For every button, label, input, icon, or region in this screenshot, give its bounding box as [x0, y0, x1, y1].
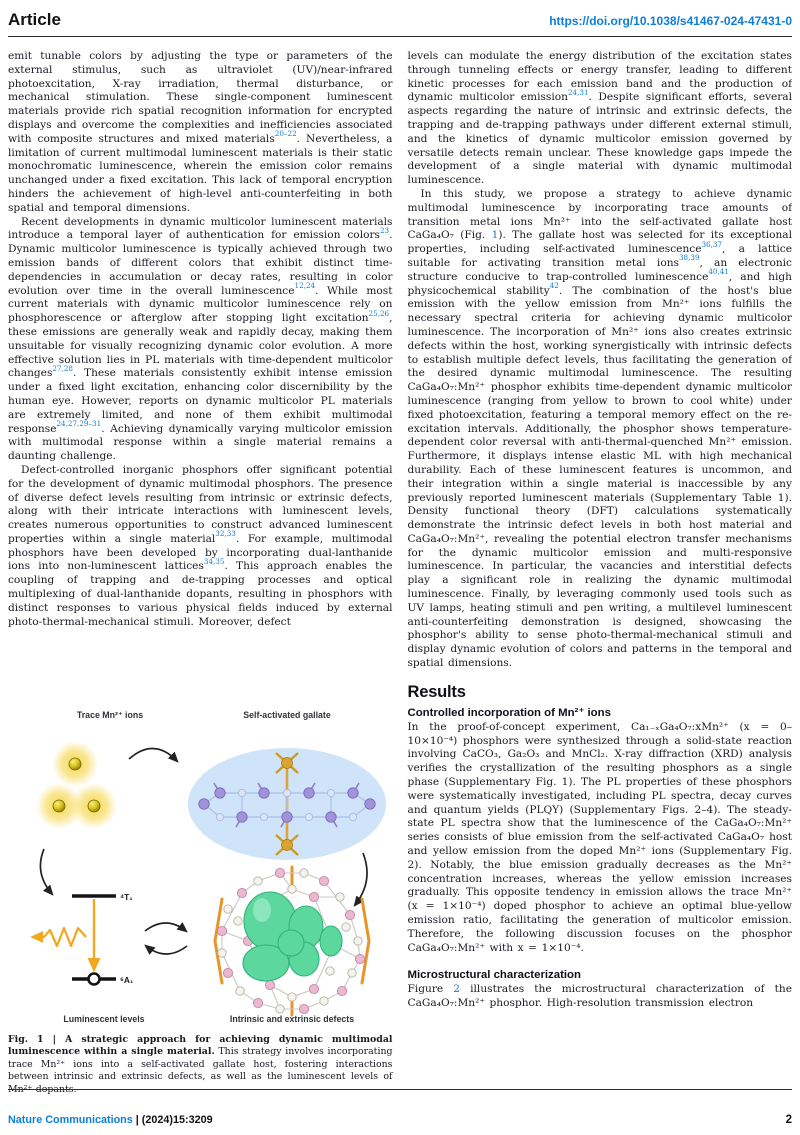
page-number: 2 — [785, 1114, 792, 1126]
footer-rule — [8, 1089, 792, 1090]
label-6a1: ⁶A₁ — [120, 974, 134, 985]
defect-structure-icon — [215, 867, 369, 1015]
paragraph-microstructural: Figure 2 illustrates the microstructural characterization of the CaGa₄O₇:Mn²⁺ phosphor. High-resolution transmission electron — [407, 983, 792, 1010]
journal-link[interactable]: Nature Communications — [8, 1114, 133, 1126]
paragraph-continuation: emit tunable colors by adjusting the type or parameters of the external stimulus, such as ultraviolet (UV)/near-infrared photoexcitation, X-ray irradiation, thermal disturbance, or mechanical stimulation. These single-component luminescent materials provide rich spatial recognition information for encrypted displays and overcome the complexities and inefficiencies associated with composite structures and mixed materials$^{20-22}$. Nevertheless, a limitation of current multimodal luminescent materials is their static monochromatic luminescence, wherein the emission color remains unchanged under a fixed excitation. This lack of temporal encryption hinders the achievement of high-level anti-counterfeiting in both spatial and temporal dimensions. — [8, 50, 393, 214]
right-column — [408, 50, 793, 1096]
reference-link[interactable]: 36,37 — [701, 239, 723, 249]
energy-level-diagram — [34, 892, 134, 985]
reference-link[interactable]: 32,33 — [215, 529, 236, 539]
exchange-arrows-icon — [145, 923, 187, 954]
article-body — [8, 50, 792, 1096]
paragraph-proof-of-concept: In the proof-of-concept experiment, Ca₁₋ₓGa₄O₇:xMn²⁺ (x = 0–10×10⁻⁴) phosphors were synthesized through a solid-state reaction involving CaCO₃, Ga₂O₃ and MnCl₂. X-ray diffraction (XRD) analysis verifies the crystallization of the resulting phosphors as a single phase (Supplementary Fig. 1). The PL properties of these phosphors were systematically investigated, including PL spectra, decay curves and quantum yields (PLQY) (Supplementary Figs. 2–4). The steady-state PL spectra show that the luminescence of the CaGa₄O₇:Mn²⁺ series consists of blue emission from the self-activated CaGa₄O₇ host and yellow emission from the doped Mn²⁺ ions (Supplementary Fig. 2). Notably, the blue emission gradually decreases as the Mn²⁺ concentration increases, whereas the yellow emission increases gradually. This opposite tendency in emission allows the trace Mn²⁺ (x = 1×10⁻⁴) doped phosphor to achieve an optimal blue-yellow emission ratio, facilitating the generation of multicolor emission. Therefore, the following discussion focuses on the phosphor CaGa₄O₇:Mn²⁺ with x = 1×10⁻⁴. — [407, 720, 792, 954]
figure-link[interactable]: 1 — [491, 229, 499, 242]
photon-wave-icon — [34, 928, 86, 946]
label-intrinsic-extrinsic-defects: Intrinsic and extrinsic defects — [230, 1013, 355, 1024]
reference-link[interactable]: 42 — [549, 281, 559, 291]
page-header — [8, 10, 792, 30]
reference-link[interactable]: 27,28 — [52, 363, 73, 373]
doi-link[interactable]: https://doi.org/10.1038/s41467-024-47431-0 — [549, 14, 792, 28]
arrow-gallate-to-defects-icon — [355, 853, 367, 905]
reference-link[interactable]: 23 — [379, 225, 390, 235]
reference-link[interactable]: 24,27,29–31 — [56, 418, 102, 428]
article-label: Article — [8, 10, 61, 29]
figure-link[interactable]: 2 — [453, 983, 461, 996]
label-trace-mn-ions: Trace Mn²⁺ ions — [77, 709, 144, 720]
results-heading: Results — [407, 682, 466, 701]
arrow-ions-to-gallate-icon — [129, 748, 177, 761]
figure-1-artwork — [8, 701, 392, 1026]
figure-1-caption: Fig. 1 | A strategic approach for achieving dynamic multimodal luminescence within a single material. This strategy involves incorporating trace Mn²⁺ ions into a self-activated gallate host, fostering interactions between intrinsic and extrinsic defects, as well as the luminescent levels of Mn²⁺ dopants. — [8, 1033, 393, 1095]
figure-1 — [8, 701, 393, 1096]
reference-link[interactable]: 40,41 — [708, 267, 729, 277]
page-footer — [8, 1114, 792, 1126]
reference-link[interactable]: 34,35 — [203, 556, 225, 566]
reference-link[interactable]: 38,39 — [678, 253, 700, 263]
reference-link[interactable]: 24,31 — [567, 87, 589, 97]
footer-citation — [8, 1114, 213, 1126]
reference-link[interactable]: 25,26 — [368, 308, 390, 318]
gallate-structure-icon — [188, 748, 386, 860]
reference-link[interactable]: 12,24 — [294, 281, 316, 291]
microstructural-heading: Microstructural characterization — [407, 969, 581, 982]
arrow-ions-to-levels-icon — [41, 849, 53, 894]
paragraph-recent-developments: Recent developments in dynamic multicolor luminescent materials introduce a temporal layer of authentication for emission colors$^{23}$. Dynamic multicolor luminescence is typically achieved through two emission bands of different colors that exhibit distinct time-dependencies in accumulation or decay rates, resulting in color evolution over time in the overall luminescence$^{12,24}$. While most current materials with dynamic multicolor luminescence rely on phosphorescence or afterglow after stopping light excitation$^{25,26}$, these emissions are generally weak and rapidly decay, making them unsuitable for visually recognizing dynamic color evolution. A more effective solution lies in PL materials with time-dependent multicolor changes$^{27,28}$. These materials consistently exhibit intense emission under a fixed light excitation, enhancing color discernibility by the human eye. However, reports on dynamic multicolor PL materials are extremely limited, and none of them exhibit multimodal response$^{24,27,29-31}$. Achieving dynamically varying multicolor emission with multimodal response within a single material remains a daunting challenge. — [8, 215, 393, 463]
paragraph-levels-modulate: levels can modulate the energy distribution of the excitation states through tunneling effects or energy transfer, leading to different kinetic processes for each emission band and the production of dynamic multicolor emission$^{24,31}$. Despite significant efforts, several aspects regarding the nature of intrinsic and extrinsic defects, the trapping and de-trapping pathways under different external stimuli, and the kinetics of dynamic multicolor emission governed by versatile detects remain unclear. These knowledge gaps impede the development of a single material with dynamic multimodal luminescence. — [407, 50, 792, 187]
paragraph-defect-controlled: Defect-controlled inorganic phosphors offer significant potential for the development of dynamic multimodal phosphors. The presence of diverse defect levels resulting from intrinsic or extrinsic defects, along with their intricate interactions with luminescent levels, creates numerous opportunities to construct advanced luminescent properties within a single material$^{32,33}$. For example, multimodal phosphors have been developed by incorporating dual-lanthanide ions into non-luminescent lattices$^{34,35}$. This approach enables the coupling of trapping and de-trapping processes and optical multiplexing of dual-lanthanide dopants, resulting in phosphors with distinct responses to various physical fields induced by external photo-thermal-mechanical stimuli. Moreover, defect — [8, 463, 393, 628]
reference-link[interactable]: 20–22 — [274, 129, 297, 139]
label-self-activated-gallate: Self-activated gallate — [243, 709, 332, 720]
caption-bold-lead: Fig. 1 | A strategic approach for achieving dynamic multimodal luminescence within a single material. — [8, 1033, 393, 1058]
footer-issue: | (2024)15:3209 — [132, 1114, 213, 1126]
left-column — [8, 50, 393, 1096]
label-4t1: ⁴T₁ — [120, 891, 133, 902]
mn-ions-icon — [36, 741, 117, 829]
paragraph-in-this-study: In this study, we propose a strategy to achieve dynamic multimodal luminescence by incorporating trace amounts of transition metal ions Mn²⁺ into the self-activated gallate host CaGa₄O₇ (Fig. 1). The gallate host was selected for its exceptional properties, including self-activated luminescence$^{36,37}$, a lattice suitable for activating transition metal ions$^{38,39}$, an electronic structure conducive to trap-controlled luminescence$^{40,41}$, and high physicochemical stability$^{42}$. The combination of the host's blue emission with the yellow emission from Mn²⁺ ions fulfills the necessary spectral criteria for achieving dynamic multicolor luminescence. The incorporation of Mn²⁺ ions also creates extrinsic defects within the host, working synergistically with intrinsic defects to establish multiple defect levels, thus facilitating the generation of the desired dynamic multimodal luminescence. The resulting CaGa₄O₇:Mn²⁺ phosphor exhibits time-dependent dynamic multicolor luminescence (ranging from yellow to brown to cool white) under fixed photoexcitation, featuring a temporal memory effect on the re-excitation intervals. Additionally, the phosphor shows temperature-dependent color reversal with anti-thermal-quenched Mn²⁺ emission. Furthermore, it displays intense elastic ML with high mechanical durability. Each of these luminescent features is uncommon, and their integration within a single material is inaccessible by any previously reported luminescent materials (Supplementary Table 1). Density functional theory (DFT) calculations systematically demonstrate the intrinsic defect levels in both host material and CaGa₄O₇:Mn²⁺, revealing the potential electron transfer mechanisms for the dynamic multicolor emission and multi-responsive luminescence. In particular, the vacancies and interstitial defects play a significant role in realizing the dynamic multimodal luminescence. Finally, by leveraging commonly used tools such as UV lamps, heating stimuli and pen writing, a multilevel luminescent anti-counterfeiting demonstration is designed, showcasing the phosphor's ability to sense photo-thermal-mechanical stimuli and display dynamic evolution of colors and patterns in the temporal and spatial dimensions. — [407, 187, 792, 670]
label-luminescent-levels: Luminescent levels — [63, 1013, 145, 1024]
header-rule — [8, 36, 792, 37]
controlled-incorporation-heading: Controlled incorporation of Mn²⁺ ions — [407, 706, 611, 719]
